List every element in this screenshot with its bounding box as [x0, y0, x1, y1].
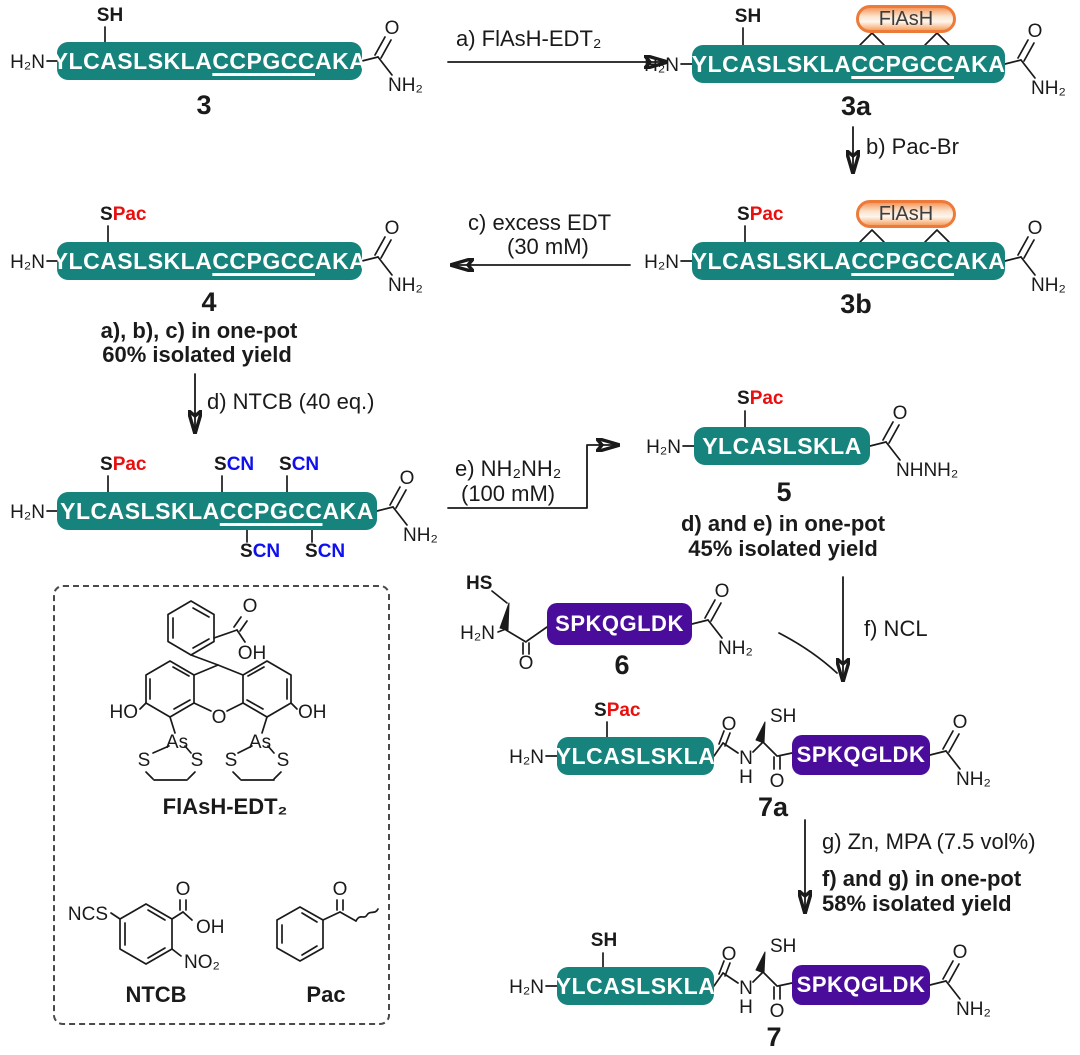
cn-group: CN [226, 454, 255, 475]
step-a-label: a) FlAsH-EDT₂ [456, 26, 602, 51]
sequence-short: YLCASLSKLA [702, 432, 862, 459]
step-f-label: f) NCL [864, 616, 928, 641]
legend-ntcb-label: NTCB [125, 982, 187, 1007]
ether-o-label: O [211, 707, 227, 728]
s-atom: S [737, 388, 750, 409]
flash-connector [925, 230, 949, 242]
spac-label [737, 204, 784, 225]
peptide-box-7-n [557, 967, 714, 1005]
step-e-label: e) NH₂NH₂ [455, 456, 562, 481]
carbonyl-o-label: O [952, 712, 968, 733]
amide-label: NH₂ [956, 999, 991, 1020]
compound-label-3: 3 [196, 90, 212, 120]
legend-dashed-box [53, 585, 390, 1025]
s-atom: S [737, 204, 750, 225]
legend-pac-label: Pac [306, 982, 346, 1007]
hydrazide-label: NHNH₂ [896, 460, 959, 481]
thiol-label: SH [734, 6, 762, 27]
step-b-label: b) Pac-Br [866, 134, 959, 159]
s-atom: S [100, 454, 113, 475]
sequence-pre: YLCASLSKLA [52, 247, 213, 274]
flash-label: FlAsH [878, 7, 934, 30]
step-e-conc-label: (100 mM) [461, 481, 556, 506]
amine-label: H₂N [646, 437, 681, 458]
compound-label-3a: 3a [840, 91, 872, 121]
s-atom: S [100, 204, 113, 225]
sequence-tag: CCPGCC [851, 50, 954, 77]
pac-group: Pac [112, 454, 147, 475]
sequence-post: AKA [314, 47, 367, 74]
note-abc-yield: 60% isolated yield [102, 342, 292, 367]
scn-label [305, 541, 345, 562]
pac-group: Pac [749, 388, 784, 409]
thiol-label: SH [590, 930, 618, 951]
join-curve-6-to-f [779, 633, 837, 673]
sequence-pre: YLCASLSKLA [691, 50, 852, 77]
s-atom: S [276, 750, 290, 771]
amine-label: H₂N [10, 502, 45, 523]
pac-group: Pac [606, 700, 641, 721]
step-c-label: c) excess EDT [468, 210, 612, 235]
carbonyl-o-label: O [1027, 218, 1043, 239]
thiol-label: SH [96, 5, 124, 26]
sequence-cterm: SPKQGLDK [796, 972, 926, 997]
compound-label-3b: 3b [840, 289, 872, 319]
peptide-box-5 [694, 427, 870, 465]
sequence-tag: CCPGCC [212, 247, 315, 274]
sequence-tag: CCPGCC [212, 47, 315, 74]
h-atom: H [739, 997, 753, 1018]
arsenic-label: As [248, 732, 272, 753]
n-atom: N [739, 748, 753, 769]
s-atom: S [279, 454, 292, 475]
sequence-post: AKA [314, 247, 367, 274]
carbonyl-o-label: O [175, 879, 191, 900]
peptide-box-3b [692, 242, 1005, 280]
spac-label [100, 454, 147, 475]
peptide-box-7a-c [792, 735, 930, 775]
carbonyl-o-label: O [769, 771, 785, 792]
sequence-cterm: SPKQGLDK [796, 742, 926, 767]
thiol-label: SH [770, 936, 797, 957]
sequence-short: YLCASLSKLA [555, 972, 716, 999]
amine-label: H₂N [10, 52, 45, 73]
peptide-box-6 [547, 603, 692, 645]
ncs-label: NCS [67, 904, 108, 925]
pac-group: Pac [112, 204, 147, 225]
carbonyl-o-label: O [714, 581, 730, 602]
carbonyl-o-label: O [384, 18, 400, 39]
peptide-box-3a [692, 45, 1005, 83]
amide-label: NH₂ [956, 769, 991, 790]
sequence-tag: CCPGCC [851, 247, 954, 274]
wedge-bond [756, 952, 765, 973]
compound-label-7a: 7a [757, 792, 789, 822]
legend-flash-edt2-label: FlAsH-EDT₂ [162, 794, 288, 819]
peptide-box-scn-intermediate [57, 492, 377, 530]
flash-connector [925, 33, 949, 45]
thiol-label: HS [466, 573, 493, 594]
amine-label: H₂N [509, 977, 544, 998]
carbonyl-o-label: O [1027, 21, 1043, 42]
hydroxyl-label: HO [109, 702, 138, 723]
spac-label [737, 388, 784, 409]
step-g-label: g) Zn, MPA (7.5 vol%) [822, 829, 1036, 854]
arsenic-label: As [165, 732, 189, 753]
sequence-tag: CCPGCC [219, 497, 323, 524]
amide-label: NH₂ [718, 638, 753, 659]
cn-group: CN [317, 541, 346, 562]
hydroxyl-label: OH [298, 702, 327, 723]
flash-tag-box-3b [856, 200, 956, 228]
amine-label: H₂N [509, 747, 544, 768]
sequence-cterm: SPKQGLDK [555, 611, 684, 636]
sequence-post: AKA [953, 247, 1006, 274]
wedge-bond [756, 722, 765, 743]
cn-group: CN [291, 454, 320, 475]
carbonyl-o-label: O [384, 218, 400, 239]
sequence-pre: YLCASLSKLA [52, 47, 213, 74]
peptide-box-4 [52, 242, 367, 280]
note-fg-yield: 58% isolated yield [822, 891, 1012, 916]
sequence-post: AKA [322, 497, 374, 524]
spac-label [100, 204, 147, 225]
s-atom: S [305, 541, 318, 562]
sequence-short: YLCASLSKLA [555, 742, 716, 769]
scn-label [214, 454, 254, 475]
spac-label [594, 700, 641, 721]
carbonyl-o-label: O [332, 879, 348, 900]
s-atom: S [214, 454, 227, 475]
hydroxyl-label: OH [196, 917, 225, 938]
peptide-box-7a-n [557, 737, 714, 775]
peptide-box-3 [52, 42, 367, 80]
carbonyl-o-label: O [721, 714, 737, 735]
amine-label: H₂N [460, 623, 495, 644]
amide-label: NH₂ [388, 75, 423, 96]
carbonyl-o-label: O [952, 942, 968, 963]
compound-label-6: 6 [614, 650, 630, 680]
s-atom: S [594, 700, 607, 721]
n-atom: N [739, 978, 753, 999]
step-c-conc-label: (30 mM) [507, 234, 589, 259]
cn-group: CN [252, 541, 281, 562]
amine-label: H₂N [10, 252, 45, 273]
amide-label: NH₂ [1031, 78, 1066, 99]
step-d-label: d) NTCB (40 eq.) [207, 389, 375, 414]
thiol-label: SH [770, 706, 797, 727]
flash-connector [860, 230, 884, 242]
note-fg-onepot: f) and g) in one-pot [822, 866, 1022, 891]
amine-label: H₂N [644, 252, 679, 273]
carbonyl-o-label: O [892, 403, 908, 424]
s-atom: S [240, 541, 253, 562]
carbonyl-o-label: O [518, 653, 534, 674]
compound-label-5: 5 [776, 477, 792, 507]
amide-label: NH₂ [403, 525, 438, 546]
pac-group: Pac [749, 204, 784, 225]
s-atom: S [190, 750, 204, 771]
sequence-pre: YLCASLSKLA [60, 497, 220, 524]
compound-label-4: 4 [201, 287, 217, 317]
note-de-onepot: d) and e) in one-pot [680, 511, 886, 536]
amine-label: H₂N [644, 55, 679, 76]
peptide-box-7-c [792, 965, 930, 1005]
carbonyl-o-label: O [721, 944, 737, 965]
h-atom: H [739, 767, 753, 788]
note-abc-onepot: a), b), c) in one-pot [100, 318, 298, 343]
scn-label [240, 541, 280, 562]
flash-connector [860, 33, 884, 45]
s-atom: S [137, 750, 151, 771]
carbonyl-o-label: O [769, 1001, 785, 1022]
note-de-yield: 45% isolated yield [688, 536, 878, 561]
amide-label: NH₂ [388, 275, 423, 296]
flash-tag-box-3a [856, 5, 956, 33]
scn-label [279, 454, 319, 475]
hydroxyl-label: OH [237, 643, 267, 664]
carbonyl-o-label: O [242, 596, 258, 617]
wedge-bond [500, 603, 509, 630]
s-atom: S [224, 750, 238, 771]
sequence-post: AKA [953, 50, 1006, 77]
flash-label: FlAsH [878, 202, 934, 225]
sequence-pre: YLCASLSKLA [691, 247, 852, 274]
carbonyl-o-label: O [399, 468, 415, 489]
nitro-label: NO₂ [184, 952, 220, 973]
amide-label: NH₂ [1031, 275, 1066, 296]
compound-label-7: 7 [766, 1022, 782, 1052]
